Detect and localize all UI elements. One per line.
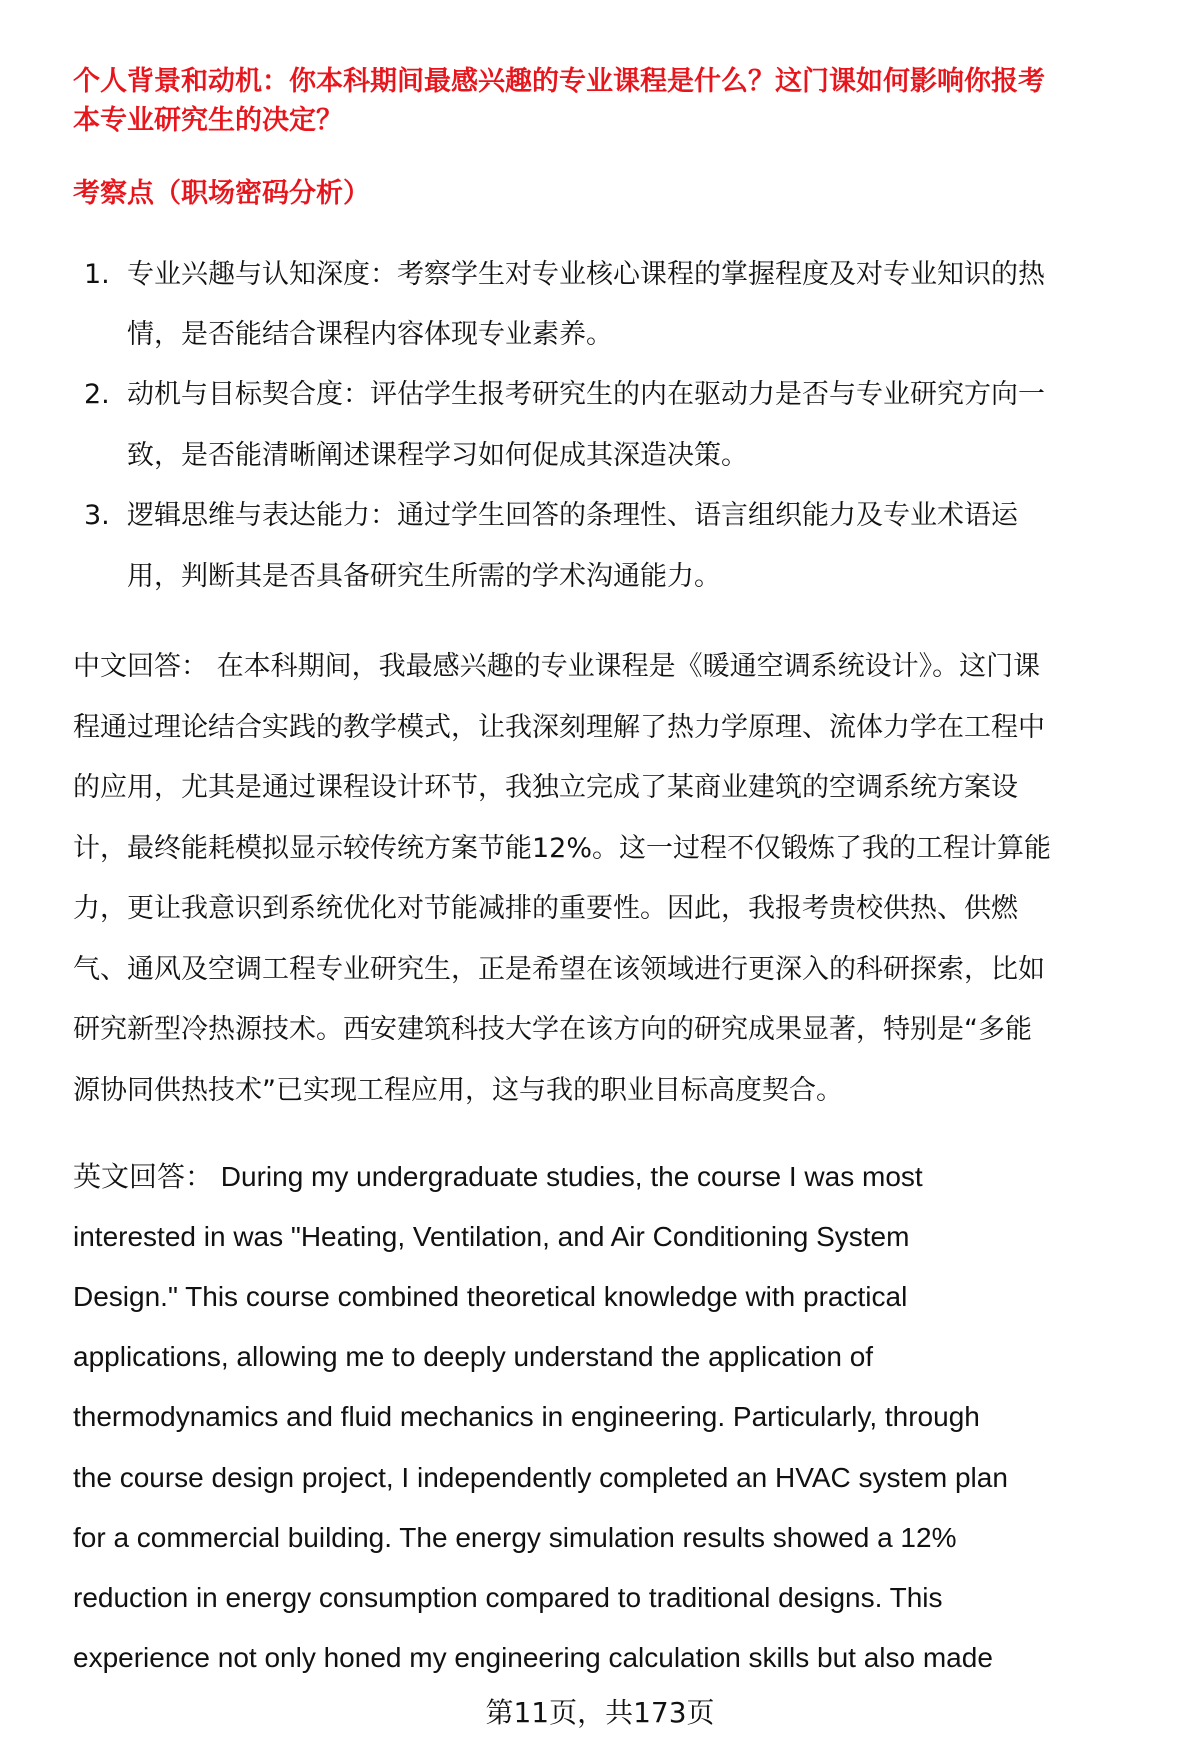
paragraph-line: 气、通风及空调工程专业研究生，正是希望在该领域进行更深入的科研探索，比如 [73, 953, 1045, 985]
question-line: 个人背景和动机：你本科期间最感兴趣的专业课程是什么？这门课如何影响你报考 [73, 66, 1045, 97]
paragraph-line: reduction in energy consumption compared to traditional designs. This [73, 1581, 943, 1613]
paragraph-line: for a commercial building. The energy simulation results showed a 12% [73, 1521, 957, 1553]
paragraph-line: experience not only honed my engineering calculation skills but also made [73, 1641, 993, 1673]
paragraph-line: 的应用，尤其是通过课程设计环节，我独立完成了某商业建筑的空调系统方案设 [73, 772, 1018, 803]
list-number: 1. [84, 259, 110, 290]
list-number: 3. [84, 500, 110, 531]
paragraph-line: 中文回答： 在本科期间，我最感兴趣的专业课程是《暖通空调系统设计》。这门课 [73, 651, 1041, 682]
question-line: 本专业研究生的决定？ [73, 105, 343, 136]
paragraph-line: 源协同供热技术”已实现工程应用，这与我的职业目标高度契合。 [73, 1074, 843, 1106]
paragraph-line: Design." This course combined theoretical knowledge with practical [73, 1281, 908, 1313]
list-item-line: 专业兴趣与认知深度：考察学生对专业核心课程的掌握程度及对专业知识的热 [127, 259, 1045, 290]
list-item-line: 动机与目标契合度：评估学生报考研究生的内在驱动力是否与专业研究方向一 [127, 379, 1045, 410]
list-item-line: 用，判断其是否具备研究生所需的学术沟通能力。 [127, 561, 721, 592]
paragraph-line: interested in was "Heating, Ventilation, and Air Conditioning System [73, 1221, 910, 1253]
paragraph-line: thermodynamics and fluid mechanics in engineering. Particularly, through [73, 1401, 980, 1433]
list-item-line: 逻辑思维与表达能力：通过学生回答的条理性、语言组织能力及专业术语运 [127, 500, 1018, 531]
paragraph-line: 程通过理论结合实践的教学模式，让我深刻理解了热力学原理、流体力学在工程中 [73, 711, 1045, 743]
paragraph-line: 力，更让我意识到系统优化对节能减排的重要性。因此，我报考贵校供热、供燃 [73, 893, 1018, 924]
paragraph-line: the course design project, I independently completed an HVAC system plan [73, 1461, 1008, 1493]
assessment-heading: 考察点（职场密码分析） [73, 178, 370, 209]
paragraph-line: applications, allowing me to deeply understand the application of [73, 1341, 874, 1373]
list-item-line: 情，是否能结合课程内容体现专业素养。 [127, 319, 613, 350]
page-number: 第11页，共173页 [485, 1696, 715, 1729]
list-item-line: 致，是否能清晰阐述课程学习如何促成其深造决策。 [127, 440, 748, 471]
paragraph-line: 英文回答： During my undergraduate studies, the course I was most [73, 1161, 923, 1192]
list-number: 2. [84, 379, 110, 410]
paragraph-line: 计，最终能耗模拟显示较传统方案节能12%。这一过程不仅锻炼了我的工程计算能 [73, 832, 1052, 864]
paragraph-line: 研究新型冷热源技术。西安建筑科技大学在该方向的研究成果显著，特别是“多能 [73, 1014, 1032, 1045]
